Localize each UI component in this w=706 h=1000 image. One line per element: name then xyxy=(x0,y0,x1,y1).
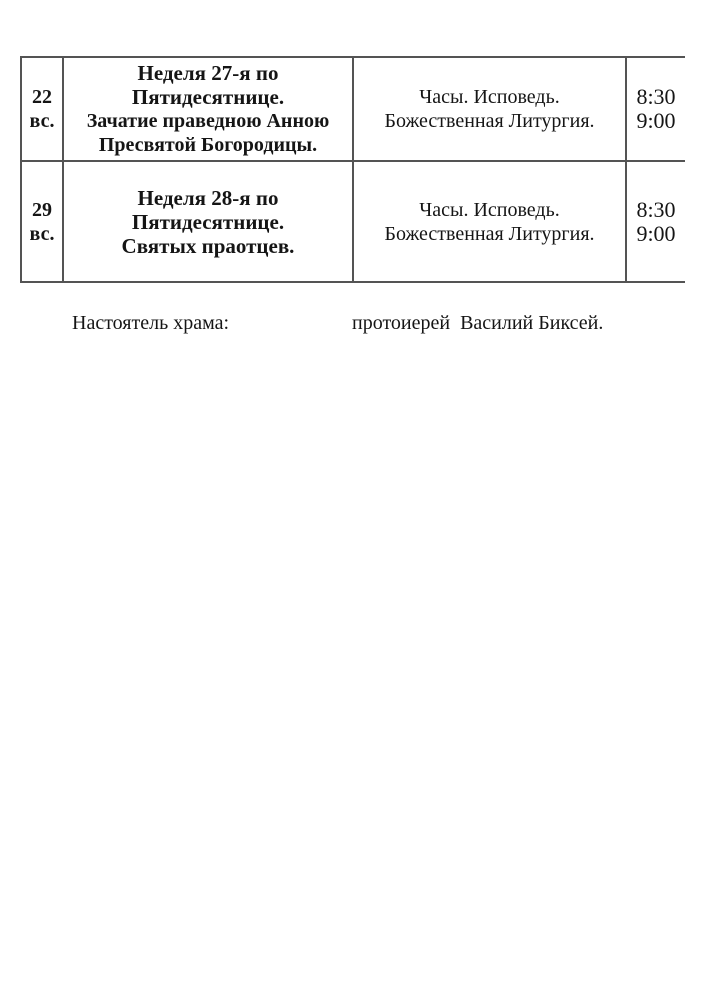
feast-subtitle-line: Пресвятой Богородицы. xyxy=(98,134,318,156)
table-row-2-time-cell xyxy=(627,162,685,281)
service-line: Часы. Исповедь. xyxy=(419,198,560,221)
feast-title-line: Неделя 27-я по xyxy=(137,61,279,85)
service-line: Часы. Исповедь. xyxy=(419,86,560,108)
table-row-1-date-cell xyxy=(22,58,64,162)
feast-title-line: Пятидесятнице. xyxy=(131,85,285,109)
date-weekday: вс. xyxy=(29,222,55,245)
table-row-2-description-cell xyxy=(64,162,354,281)
time-value: 9:00 xyxy=(636,220,676,246)
feast-title-line: Неделя 28-я по xyxy=(137,185,279,210)
feast-title-line: Святых праотцев. xyxy=(121,233,295,258)
table-row-1-time-cell xyxy=(627,58,685,162)
rector-name: протоиерей Василий Биксей. xyxy=(352,312,604,334)
rector-line xyxy=(0,310,706,336)
table-row-1-services-cell xyxy=(354,58,627,162)
time-value: 9:00 xyxy=(636,108,676,133)
table-row-2-date-cell xyxy=(22,162,64,281)
date-day: 29 xyxy=(32,198,52,221)
schedule-table xyxy=(20,56,685,283)
table-row-1-description-cell xyxy=(64,58,354,162)
service-line: Божественная Литургия. xyxy=(384,110,595,132)
time-value: 8:30 xyxy=(636,196,676,222)
table-row-2-services-cell xyxy=(354,162,627,281)
rector-label: Настоятель храма: xyxy=(72,312,230,334)
feast-title-line: Пятидесятнице. xyxy=(131,209,285,234)
date-weekday: вс. xyxy=(29,110,55,132)
service-line: Божественная Литургия. xyxy=(384,222,595,245)
time-value: 8:30 xyxy=(636,84,676,109)
date-day: 22 xyxy=(32,86,52,108)
feast-subtitle-line: Зачатие праведною Анною xyxy=(86,110,330,132)
